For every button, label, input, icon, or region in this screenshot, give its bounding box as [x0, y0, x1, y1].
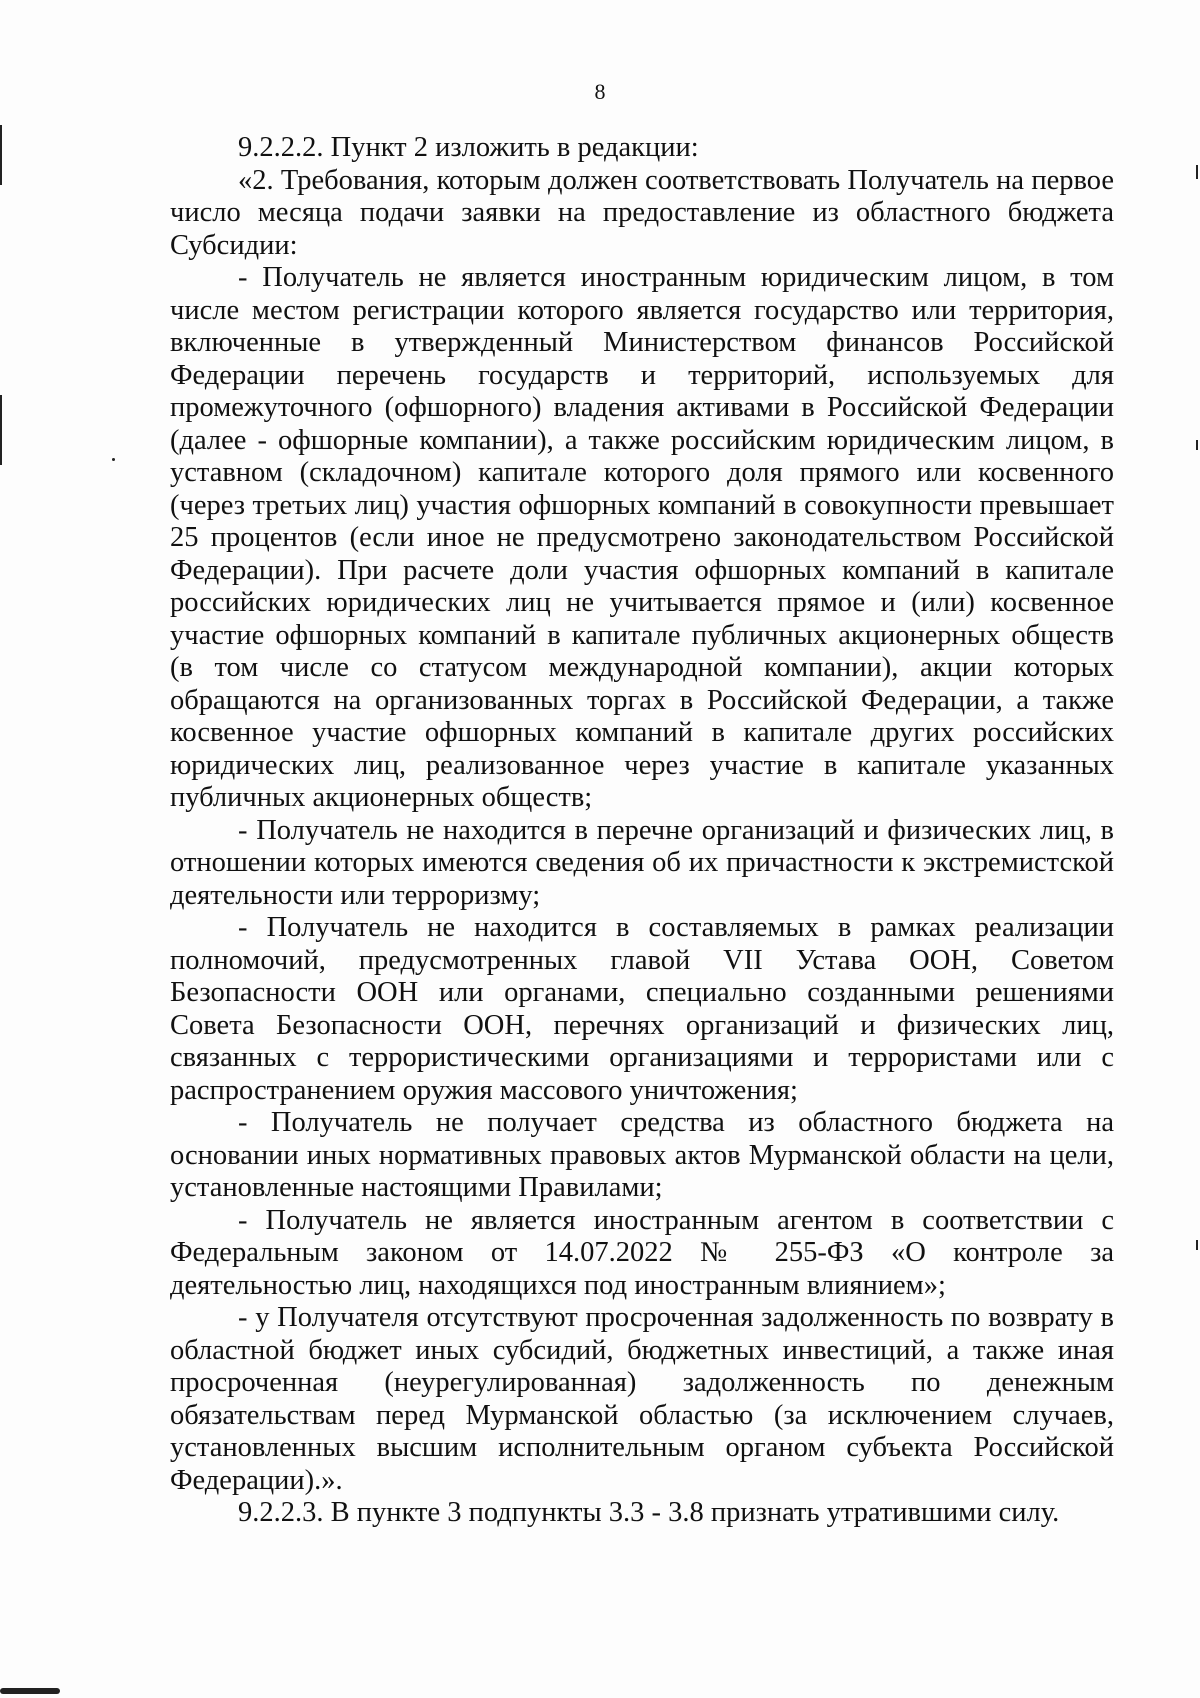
paragraph-other-funds-requirement: - Получатель не получает средства из областного бюджета на основании иных нормативных правовых актов Мурманской области на цели, установленные настоящими Правилами;	[170, 1107, 1114, 1203]
scan-edge-mark	[1196, 1240, 1198, 1250]
paragraph-offshore-requirement: - Получатель не является иностранным юридическим лицом, в том числе местом регистрации которого является государство или территория, включенные в утвержденный Министерством финансов Российской Федерации перечень государств и территорий, используемых для промежуточного (офшорного) владения активами в Российской Федерации (далее - офшорные компании), а также российским юридическим лицом, в уставном (складочном) капитале которого доля прямого или косвенного (через третьих лиц) участия офшорных компаний в совокупности превышает 25 процентов (если иное не предусмотрено законодательством Российской Федерации). При расчете доли участия офшорных компаний в капитале российских юридических лиц не учитывается прямое и (или) косвенное участие офшорных компаний в капитале публичных акционерных обществ (в том числе со статусом международной компании), акции которых обращаются на организованных торгах в Российской Федерации, а также косвенное участие офшорных компаний в капитале других российских юридических лиц, реализованное через участие в капитале указанных публичных акционерных обществ;	[170, 262, 1114, 813]
scan-edge-mark	[1196, 440, 1198, 450]
scan-edge-mark	[0, 395, 2, 465]
page-number: 8	[594, 79, 606, 104]
paragraph-clause-9-2-2-3: 9.2.2.3. В пункте 3 подпункты 3.3 - 3.8 признать утратившими силу.	[238, 1497, 1060, 1528]
paragraph-clause-9-2-2-2: 9.2.2.2. Пункт 2 изложить в редакции:	[238, 132, 699, 163]
scan-speck	[112, 458, 115, 461]
paragraph-un-list-requirement: - Получатель не находится в составляемых в рамках реализации полномочий, предусмотренных главой VII Устава ООН, Советом Безопасности ООН или органами, специально созданными решениями Совета Безопасности ООН, перечнях организаций и физических лиц, связанных с террористическими организациями и террористами или с распространением оружия массового уничтожения;	[170, 912, 1114, 1106]
scan-edge-mark	[1196, 165, 1198, 179]
paragraph-requirements-intro: «2. Требования, которым должен соответствовать Получатель на первое число месяца подачи заявки на предоставление из областного бюджета Субсидии:	[170, 164, 1114, 261]
document-body	[170, 132, 1114, 1530]
scan-edge-mark	[0, 1688, 60, 1694]
paragraph-debt-requirement: - у Получателя отсутствуют просроченная задолженность по возврату в областной бюджет иных субсидий, бюджетных инвестиций, а также иная просроченная (неурегулированная) задолженность по денежным обязательствам перед Мурманской областью (за исключением случаев, установленных высшим исполнительным органом субъекта Российской Федерации).».	[170, 1302, 1114, 1496]
paragraph-foreign-agent-requirement: - Получатель не является иностранным агентом в соответствии с Федеральным законом от 14.07.2022 № 255-ФЗ «О контроле за деятельностью лиц, находящихся под иностранным влиянием»;	[170, 1204, 1114, 1301]
paragraph-extremism-requirement: - Получатель не находится в перечне организаций и физических лиц, в отношении которых имеются сведения об их причастности к экстремистской деятельности или терроризму;	[170, 814, 1114, 911]
scan-edge-mark	[0, 125, 2, 185]
